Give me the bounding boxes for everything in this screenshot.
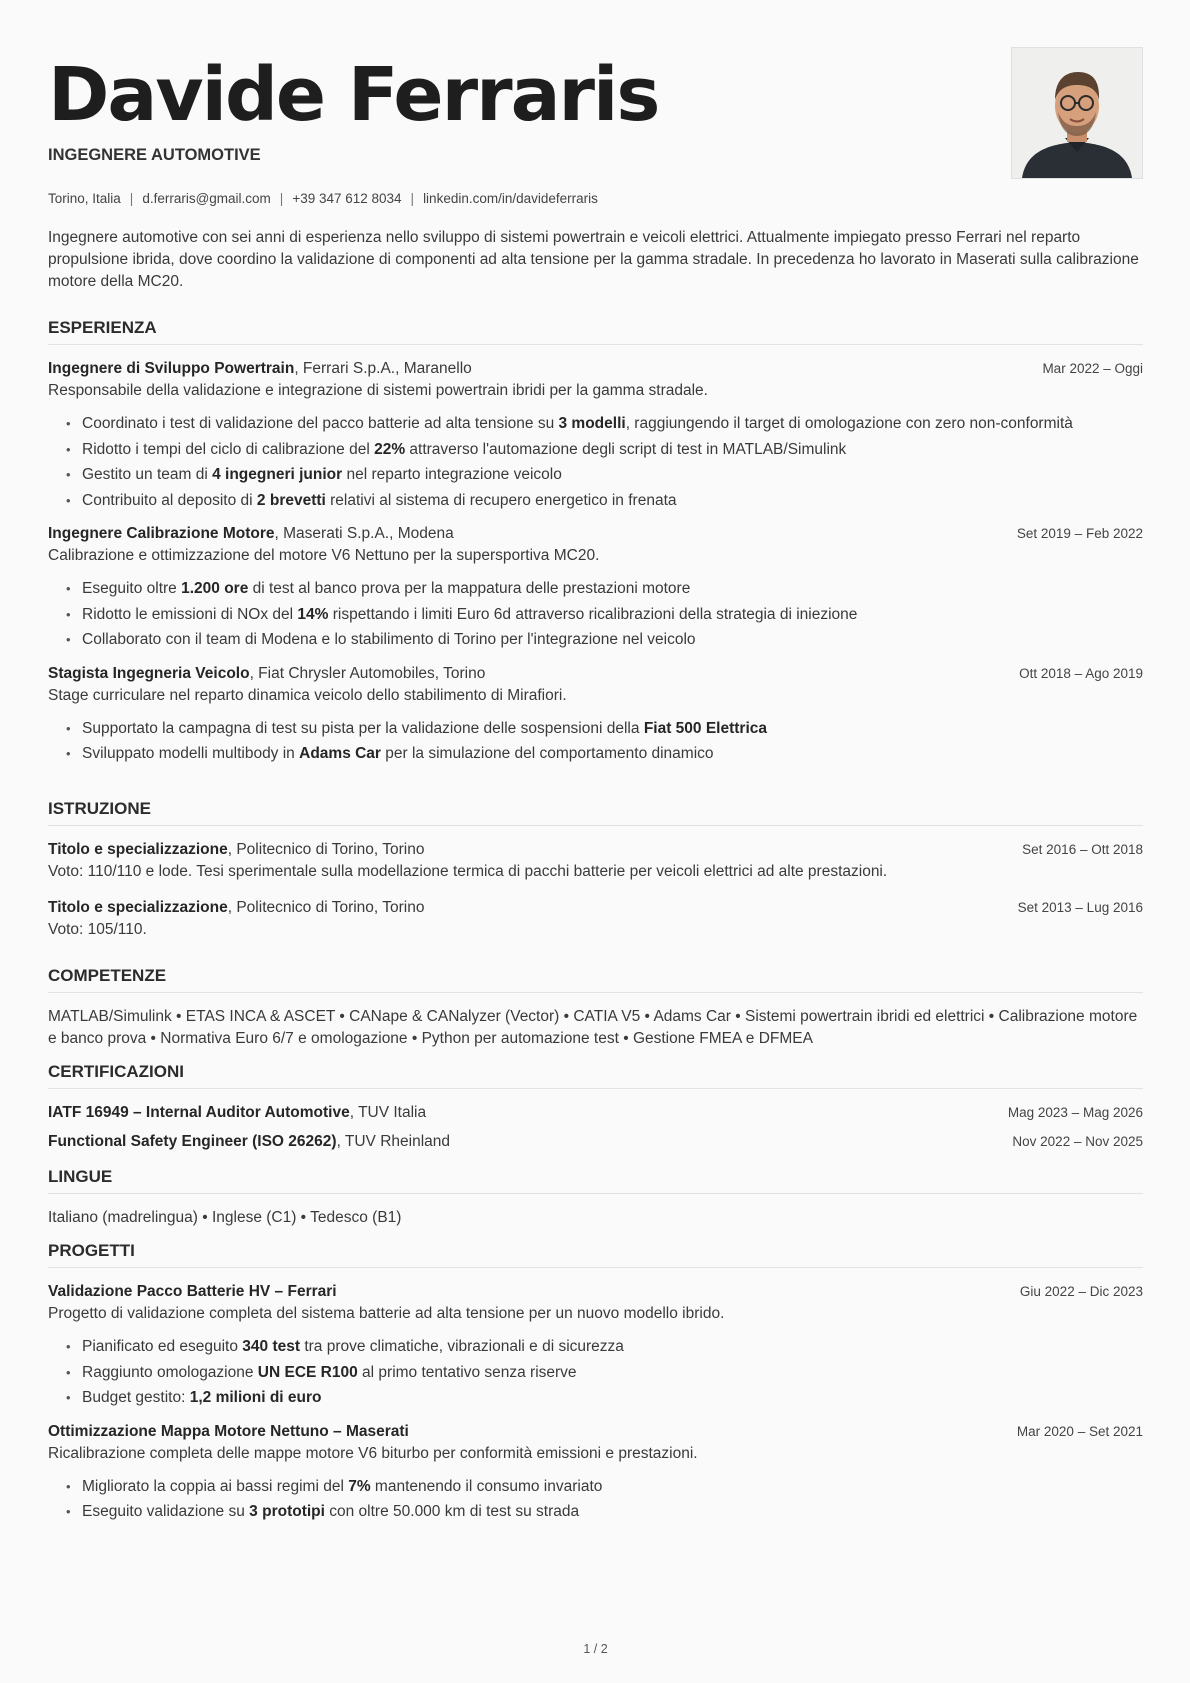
certification-dates: Mag 2023 – Mag 2026 bbox=[1007, 1105, 1143, 1120]
location: Torino, Italia bbox=[48, 191, 121, 206]
entry-heading bbox=[48, 663, 1143, 685]
entry-description: Voto: 110/110 e lode. Tesi sperimentale sulla modellazione termica di pacchi batterie per veicoli elettrici ad alte prestazioni. bbox=[48, 863, 888, 880]
list-item: • Gestito un team di 4 ingegneri junior nel reparto integrazione veicolo bbox=[66, 462, 1143, 488]
list-item: • Ridotto i tempi del ciclo di calibrazione del 22% attraverso l'automazione degli script di test in MATLAB/Simulink bbox=[66, 437, 1143, 463]
email-link[interactable]: d.ferraris@gmail.com bbox=[142, 191, 271, 206]
entry-description: Progetto di validazione completa del sistema batterie ad alta tensione per un nuovo modello ibrido. bbox=[48, 1305, 725, 1322]
profile-photo bbox=[1011, 47, 1143, 179]
entry-org: , Fiat Chrysler Automobiles, Torino bbox=[249, 664, 486, 682]
section-title-projects: PROGETTI bbox=[48, 1241, 1143, 1268]
education-section bbox=[48, 799, 1143, 951]
entry-org: , Maserati S.p.A., Modena bbox=[274, 525, 454, 542]
entry-role: Ingegnere Calibrazione Motore bbox=[48, 525, 275, 542]
entry-dates: Giu 2022 – Dic 2023 bbox=[1019, 1284, 1143, 1299]
certification-name: Functional Safety Engineer (ISO 26262) bbox=[48, 1133, 337, 1150]
education-entry bbox=[48, 897, 1143, 941]
entry-dates: Set 2013 – Lug 2016 bbox=[1017, 900, 1143, 915]
project-name: Ottimizzazione Mappa Motore Nettuno – Maserati bbox=[48, 1422, 409, 1440]
entry-heading bbox=[48, 523, 1143, 545]
contact-line bbox=[48, 191, 598, 206]
experience-entry bbox=[48, 523, 1143, 653]
achievement-list bbox=[48, 1474, 1143, 1525]
experience-entry bbox=[48, 663, 1143, 767]
certifications-section bbox=[48, 1062, 1143, 1160]
entry-org: , Ferrari S.p.A., Maranello bbox=[294, 360, 472, 377]
languages-list: Italiano (madrelingua) • Inglese (C1) • Tedesco (B1) bbox=[48, 1209, 402, 1226]
entry-dates: Mar 2020 – Set 2021 bbox=[1016, 1423, 1143, 1439]
list-item: • Contribuito al deposito di 2 brevetti relativi al sistema di recupero energetico in frenata bbox=[66, 488, 1143, 514]
profile-summary: Ingegnere automotive con sei anni di esperienza nello sviluppo di sistemi powertrain e veicoli elettrici. Attualmente impiegato presso Ferrari nel reparto propulsione ibrida, dove coordino la validazione di componenti ad alta tensione per la gamma stradale. In precedenza ho lavorato in Maserati sulla calibrazione motore della MC20. bbox=[48, 229, 1139, 290]
entry-degree: Titolo e specializzazione bbox=[48, 899, 228, 916]
entry-heading bbox=[48, 1281, 1143, 1303]
achievement-list bbox=[48, 576, 1143, 653]
entry-org: , Politecnico di Torino, Torino bbox=[227, 841, 425, 858]
certification-issuer: , TUV Italia bbox=[349, 1104, 427, 1121]
entry-dates: Set 2019 – Feb 2022 bbox=[1016, 526, 1143, 541]
achievement-list bbox=[48, 716, 1143, 767]
projects-section bbox=[48, 1241, 1143, 1535]
candidate-name: Davide Ferraris bbox=[48, 52, 659, 138]
list-item: • Coordinato i test di validazione del pacco batterie ad alta tensione su 3 modelli, raggiungendo il target di omologazione con zero non-conformità bbox=[66, 411, 1143, 437]
section-title-languages: LINGUE bbox=[48, 1167, 1143, 1194]
project-entry bbox=[48, 1281, 1143, 1411]
entry-role: Ingegnere di Sviluppo Powertrain bbox=[48, 360, 295, 377]
section-title-experience: ESPERIENZA bbox=[48, 318, 1143, 345]
list-item: • Migliorato la coppia ai bassi regimi del 7% mantenendo il consumo invariato bbox=[66, 1474, 1143, 1500]
section-title-skills: COMPETENZE bbox=[48, 966, 1143, 993]
job-title: INGEGNERE AUTOMOTIVE bbox=[48, 146, 261, 164]
list-item: • Raggiunto omologazione UN ECE R100 al primo tentativo senza riserve bbox=[66, 1360, 1143, 1386]
entry-role: Stagista Ingegneria Veicolo bbox=[48, 664, 250, 682]
project-entry bbox=[48, 1421, 1143, 1525]
skills-section bbox=[48, 966, 1143, 1049]
list-item: • Ridotto le emissioni di NOx del 14% rispettando i limiti Euro 6d attraverso ricalibrazioni della strategia di iniezione bbox=[66, 602, 1143, 628]
entry-heading bbox=[48, 897, 1143, 919]
page-number: 1 / 2 bbox=[583, 1642, 608, 1656]
entry-description: Stage curriculare nel reparto dinamica veicolo dello stabilimento di Mirafiori. bbox=[48, 686, 567, 704]
entry-dates: Mar 2022 – Oggi bbox=[1042, 361, 1143, 376]
certification-item bbox=[48, 1131, 1143, 1153]
list-item: • Eseguito validazione su 3 prototipi con oltre 50.000 km di test su strada bbox=[66, 1499, 1143, 1525]
phone-number[interactable]: +39 347 612 8034 bbox=[292, 191, 402, 206]
entry-heading bbox=[48, 1421, 1143, 1443]
portrait-image bbox=[1012, 48, 1142, 178]
list-item: • Eseguito oltre 1.200 ore di test al banco prova per la mappatura delle prestazioni motore bbox=[66, 576, 1143, 602]
certification-item bbox=[48, 1102, 1143, 1124]
list-item: • Sviluppato modelli multibody in Adams Car per la simulazione del comportamento dinamico bbox=[66, 741, 1143, 767]
separator: | bbox=[129, 191, 134, 206]
list-item: • Supportato la campagna di test su pista per la validazione delle sospensioni della Fiat 500 Elettrica bbox=[66, 716, 1143, 742]
entry-description: Responsabile della validazione e integrazione di sistemi powertrain ibridi per la gamma stradale. bbox=[48, 382, 708, 399]
separator: | bbox=[410, 191, 415, 206]
section-title-certifications: CERTIFICAZIONI bbox=[48, 1062, 1143, 1089]
skills-list: MATLAB/Simulink • ETAS INCA & ASCET • CANape & CANalyzer (Vector) • CATIA V5 • Adams Car • Sistemi powertrain ibridi ed elettrici • Calibrazione motore e banco prova • Normativa Euro 6/7 e omologazione • Python per automazione test • Gestione FMEA e DFMEA bbox=[48, 1008, 1138, 1047]
achievement-list bbox=[48, 1334, 1143, 1411]
section-title-education: ISTRUZIONE bbox=[48, 799, 1143, 826]
list-item: • Pianificato ed eseguito 340 test tra prove climatiche, vibrazionali e di sicurezza bbox=[66, 1334, 1143, 1360]
entry-heading bbox=[48, 358, 1143, 380]
experience-entry bbox=[48, 358, 1143, 513]
list-item: • Budget gestito: 1,2 milioni di euro bbox=[66, 1385, 1143, 1411]
project-name: Validazione Pacco Batterie HV – Ferrari bbox=[48, 1283, 337, 1300]
entry-description: Ricalibrazione completa delle mappe motore V6 biturbo per conformità emissioni e prestazioni. bbox=[48, 1444, 698, 1462]
certification-dates: Nov 2022 – Nov 2025 bbox=[1012, 1134, 1143, 1149]
education-entry bbox=[48, 839, 1143, 883]
linkedin-link[interactable]: linkedin.com/in/davideferraris bbox=[423, 191, 598, 206]
entry-heading bbox=[48, 839, 1143, 861]
separator: | bbox=[279, 191, 284, 206]
entry-description: Calibrazione e ottimizzazione del motore V6 Nettuno per la supersportiva MC20. bbox=[48, 547, 600, 564]
certification-issuer: , TUV Rheinland bbox=[336, 1133, 451, 1150]
entry-degree: Titolo e specializzazione bbox=[48, 841, 228, 858]
achievement-list bbox=[48, 411, 1143, 513]
entry-org: , Politecnico di Torino, Torino bbox=[227, 899, 425, 916]
entry-dates: Ott 2018 – Ago 2019 bbox=[1019, 665, 1143, 681]
entry-description: Voto: 105/110. bbox=[48, 921, 147, 938]
experience-section bbox=[48, 318, 1143, 777]
resume-page bbox=[48, 0, 1143, 1683]
list-item: • Collaborato con il team di Modena e lo stabilimento di Torino per l'integrazione nel veicolo bbox=[66, 627, 1143, 653]
languages-section bbox=[48, 1167, 1143, 1229]
entry-dates: Set 2016 – Ott 2018 bbox=[1022, 842, 1143, 857]
certification-name: IATF 16949 – Internal Auditor Automotive bbox=[48, 1104, 350, 1121]
